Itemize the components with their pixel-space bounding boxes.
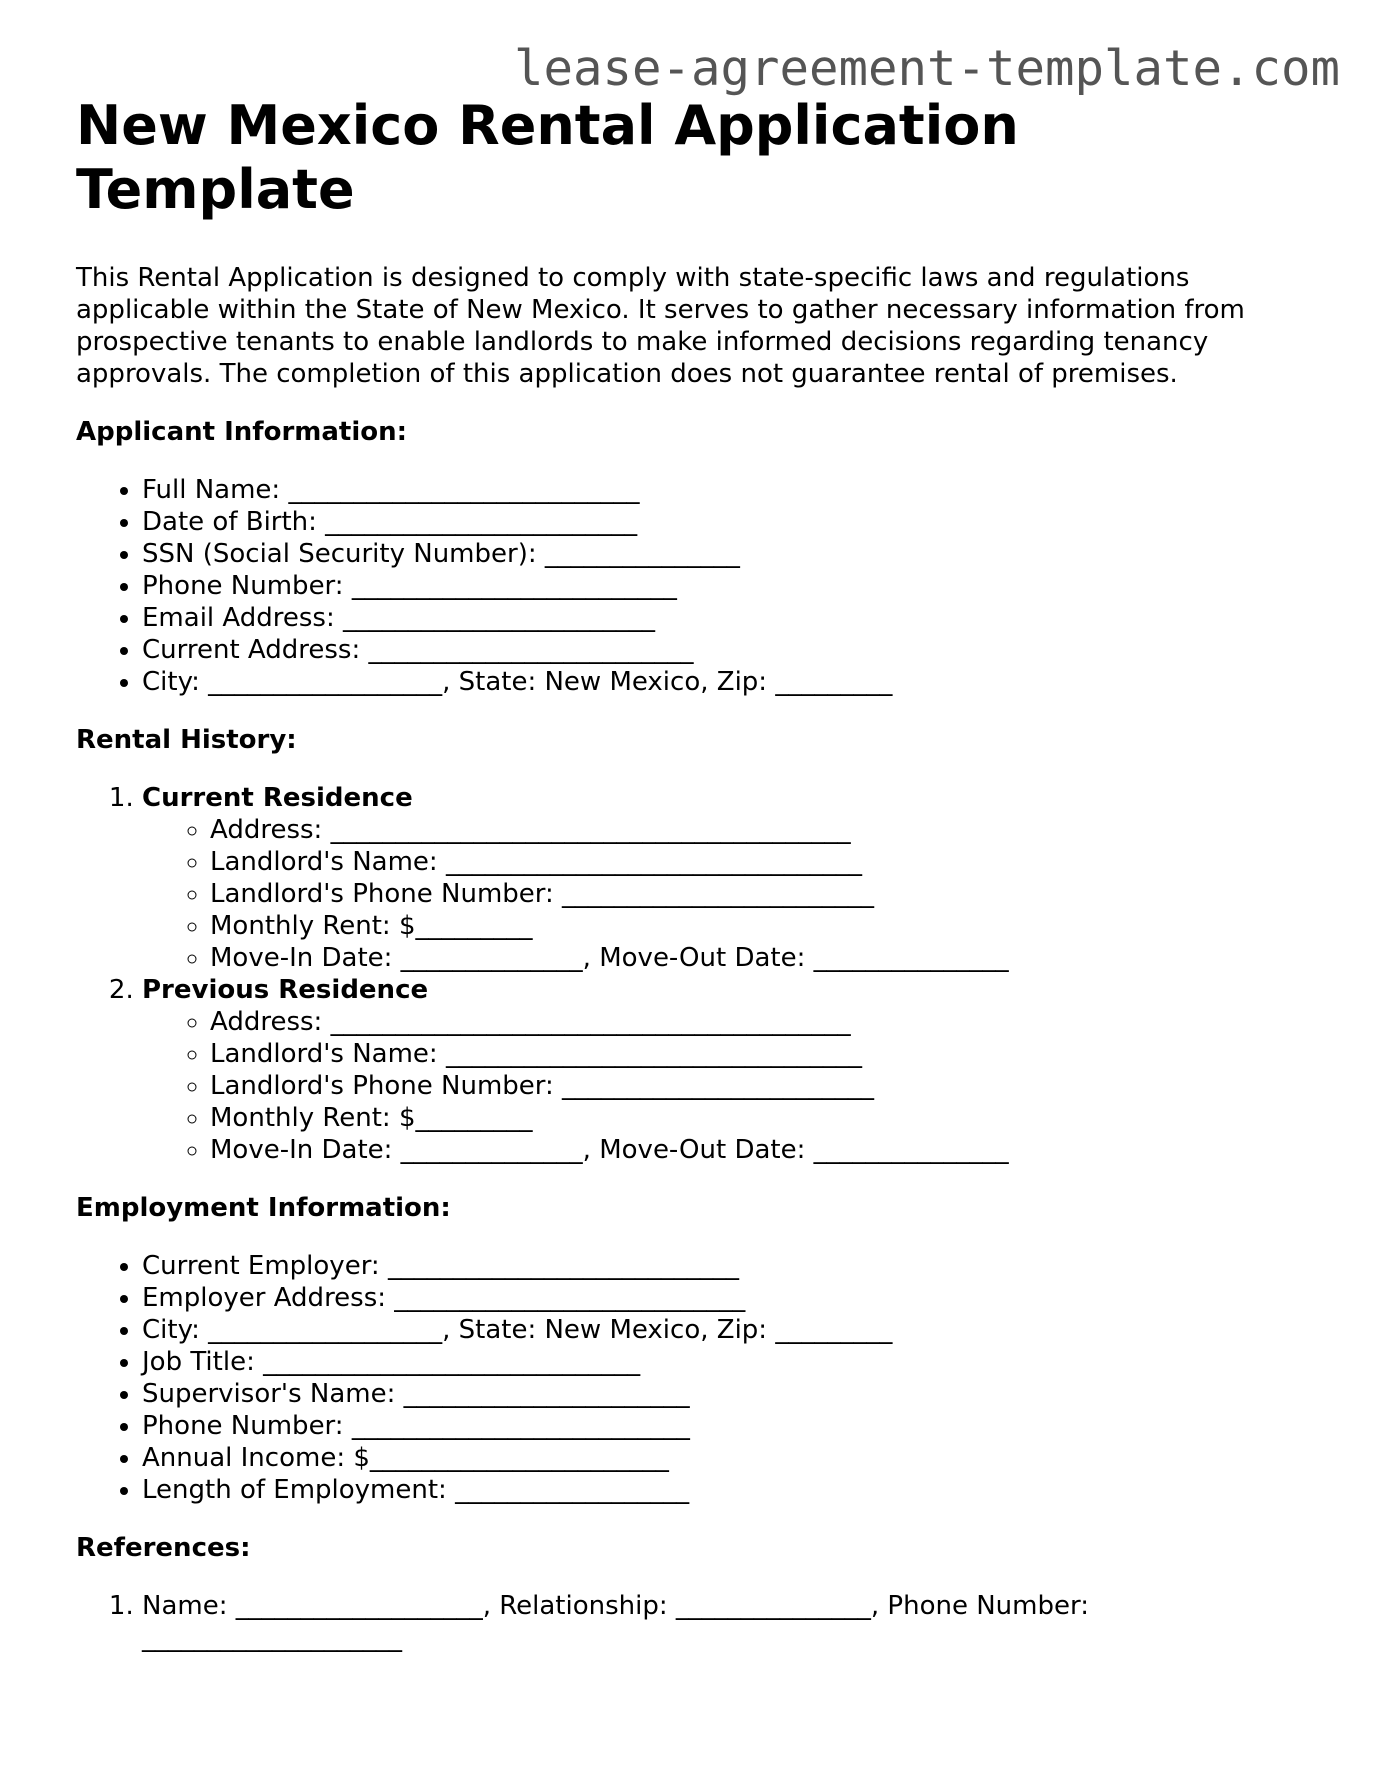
- previous-move-dates: ◦ Move-In Date: ______________, Move-Out Date: _______________: [210, 1134, 1316, 1166]
- employment-list: [76, 1250, 1316, 1506]
- current-landlord-name: ◦ Landlord's Name: ________________________________: [210, 846, 1316, 878]
- references-heading: References:: [76, 1533, 251, 1563]
- site-watermark: lease-agreement-template.com: [513, 40, 1340, 97]
- employment-length: • Length of Employment: __________________: [142, 1474, 1316, 1506]
- current-address: ◦ Address: ________________________________________: [210, 814, 1316, 846]
- applicant-ssn: • SSN (Social Security Number): _______________: [142, 538, 1316, 570]
- employment-heading: Employment Information:: [76, 1193, 451, 1223]
- rental-history-list: [76, 782, 1316, 1166]
- current-monthly-rent: ◦ Monthly Rent: $_________: [210, 910, 1316, 942]
- document-body: [76, 94, 1316, 1680]
- applicant-phone: • Phone Number: _________________________: [142, 570, 1316, 602]
- employment-phone: • Phone Number: __________________________: [142, 1410, 1316, 1442]
- applicant-current-address: • Current Address: _________________________: [142, 634, 1316, 666]
- current-residence-fields: [142, 814, 1316, 974]
- applicant-heading: Applicant Information:: [76, 417, 408, 447]
- applicant-city-state-zip: • City: __________________, State: New Mexico, Zip: _________: [142, 666, 1316, 698]
- current-residence: [142, 782, 1316, 974]
- previous-residence-title: Previous Residence: [142, 975, 429, 1005]
- previous-landlord-name: ◦ Landlord's Name: ________________________________: [210, 1038, 1316, 1070]
- employment-employer-address: • Employer Address: ___________________________: [142, 1282, 1316, 1314]
- previous-monthly-rent: ◦ Monthly Rent: $_________: [210, 1102, 1316, 1134]
- intro-paragraph: This Rental Application is designed to comply with state-specific laws and regulations applicable within the State of New Mexico. It serves to gather necessary information from prospective tenants to enable landlords to make informed decisions regarding tenancy approvals. The completion of this application does not guarantee rental of premises.: [76, 263, 1245, 389]
- employment-city-state-zip: • City: __________________, State: New Mexico, Zip: _________: [142, 1314, 1316, 1346]
- employment-annual-income: • Annual Income: $_______________________: [142, 1442, 1316, 1474]
- rental-history-heading: Rental History:: [76, 725, 297, 755]
- previous-address: ◦ Address: ________________________________________: [210, 1006, 1316, 1038]
- applicant-date-of-birth: • Date of Birth: ________________________: [142, 506, 1316, 538]
- reference-item: 1. Name: ___________________, Relationship: _______________, Phone Number: ____________________: [142, 1590, 1316, 1654]
- page-title: New Mexico Rental Application Template: [76, 94, 1019, 221]
- applicant-list: [76, 474, 1316, 698]
- current-move-dates: ◦ Move-In Date: ______________, Move-Out Date: _______________: [210, 942, 1316, 974]
- previous-landlord-phone: ◦ Landlord's Phone Number: ________________________: [210, 1070, 1316, 1102]
- employment-supervisor-name: • Supervisor's Name: ______________________: [142, 1378, 1316, 1410]
- current-landlord-phone: ◦ Landlord's Phone Number: ________________________: [210, 878, 1316, 910]
- previous-residence: [142, 974, 1316, 1166]
- current-residence-title: Current Residence: [142, 783, 413, 813]
- employment-current-employer: • Current Employer: ___________________________: [142, 1250, 1316, 1282]
- references-list: [76, 1590, 1316, 1654]
- applicant-email: • Email Address: ________________________: [142, 602, 1316, 634]
- previous-residence-fields: [142, 1006, 1316, 1166]
- employment-job-title: • Job Title: _____________________________: [142, 1346, 1316, 1378]
- applicant-full-name: • Full Name: ___________________________: [142, 474, 1316, 506]
